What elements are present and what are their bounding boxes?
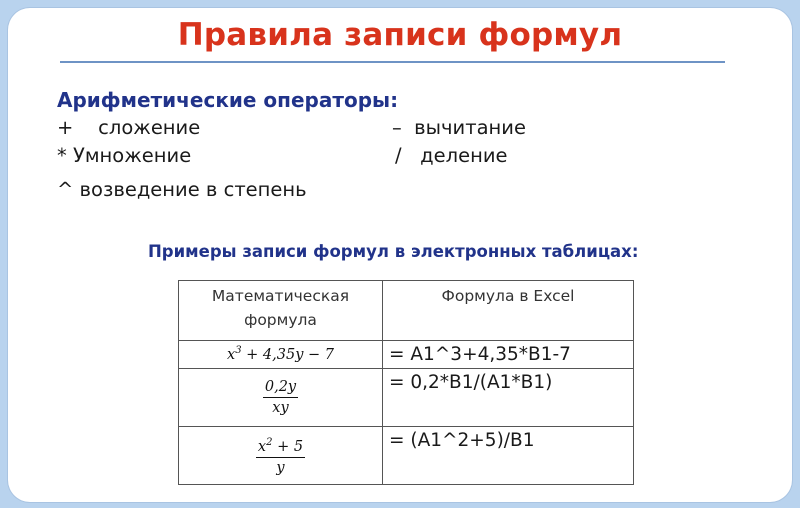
operator-power: ^ возведение в степень xyxy=(57,178,307,201)
formula-table xyxy=(178,280,634,485)
math-formula-3 xyxy=(179,427,383,485)
operator-plus: + сложение xyxy=(57,116,201,139)
excel-formula-3: = (A1^2+5)/B1 xyxy=(383,427,634,485)
math-fraction: $\frac{0,2y}{xy}$ xyxy=(264,379,297,416)
page-title: Правила записи формул xyxy=(177,17,623,53)
operator-multiply: * Умножение xyxy=(57,144,192,167)
examples-heading: Примеры записи формул в электронных таблицах: xyxy=(148,242,639,261)
table-row xyxy=(179,369,634,427)
table-row xyxy=(179,427,634,485)
excel-formula-1: = A1^3+4,35*B1-7 xyxy=(383,341,634,369)
header-math-formula: Математическая формула xyxy=(179,281,383,341)
title-divider xyxy=(60,61,725,63)
math-expression: $x^3 + 4,35y - 7$ xyxy=(227,345,334,364)
header-excel-formula: Формула в Excel xyxy=(383,281,634,341)
operator-divide: / деление xyxy=(395,144,508,167)
operators-heading: Арифметические операторы: xyxy=(57,88,399,112)
excel-formula-2: = 0,2*B1/(A1*B1) xyxy=(383,369,634,427)
operator-minus: – вычитание xyxy=(392,116,526,139)
math-formula-2 xyxy=(179,369,383,427)
math-formula-1 xyxy=(179,341,383,369)
table-row xyxy=(179,341,634,369)
table-header-row xyxy=(179,281,634,341)
math-fraction: $\frac{x^2 + 5}{y}$ xyxy=(257,437,304,476)
